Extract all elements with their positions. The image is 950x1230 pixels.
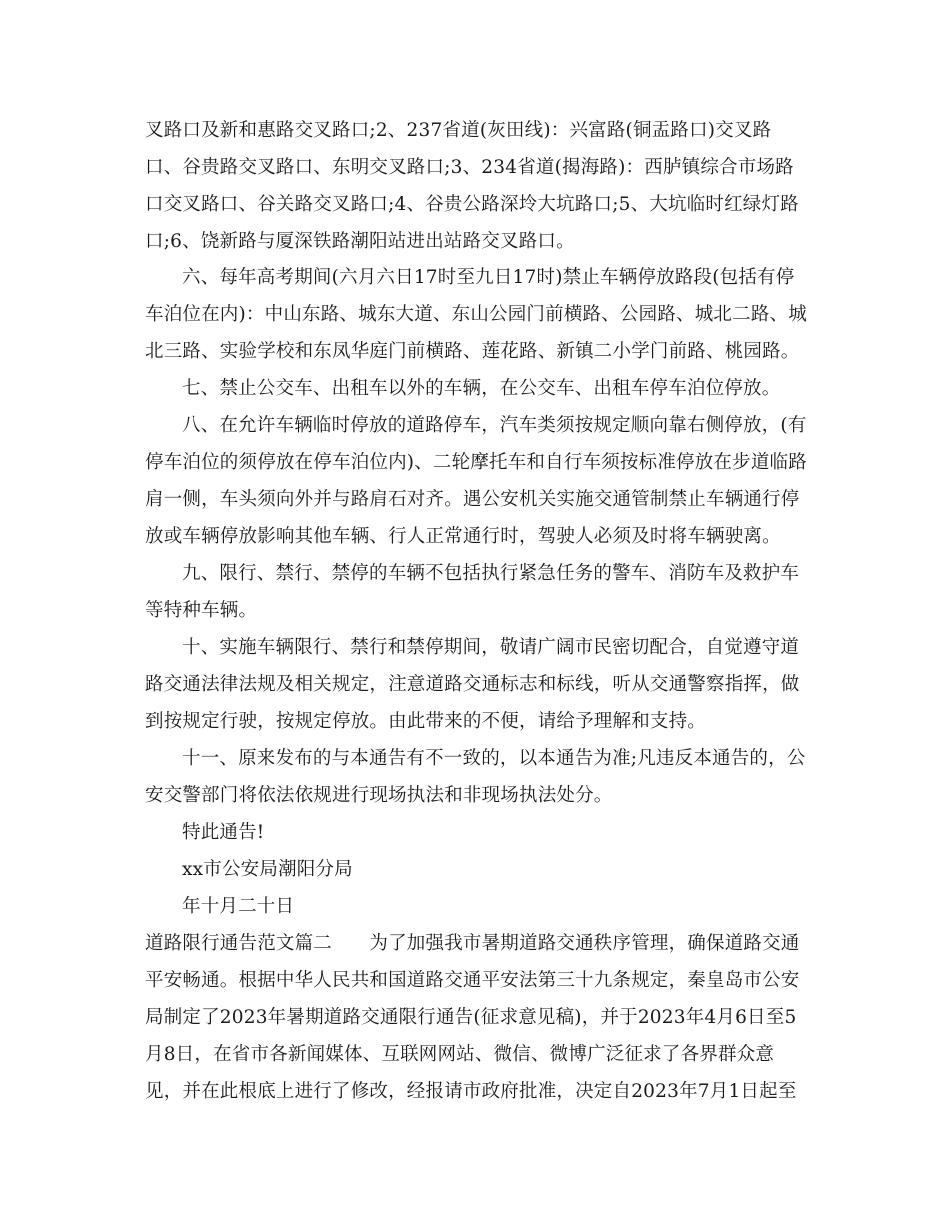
closing-notice: 特此通告! bbox=[182, 822, 265, 843]
text-line: 口、谷贵路交叉路口、东明交叉路口;3、234省道(揭海路)：西胪镇综合市场路 bbox=[145, 157, 794, 178]
issuing-authority: xx市公安局潮阳分局 bbox=[182, 859, 353, 880]
paragraph-eight-start: 八、在允许车辆临时停放的道路停车，汽车类须按规定顺向靠右侧停放，(有 bbox=[182, 415, 807, 436]
text-line: 到按规定行驶，按规定停放。由此带来的不便，请给予理解和支持。 bbox=[145, 711, 707, 732]
text-line: 见，并在此根底上进行了修改，经报请市政府批准，决定自2023年7月1日起至 bbox=[145, 1081, 797, 1102]
text-line: 肩一侧，车头须向外并与路肩石对齐。遇公安机关实施交通管制禁止车辆通行停 bbox=[145, 489, 800, 510]
text-line: 安交警部门将依法依规进行现场执法和非现场执法处分。 bbox=[145, 785, 613, 806]
paragraph-ten-start: 十、实施车辆限行、禁行和禁停期间，敬请广阔市民密切配合，自觉遵守道 bbox=[182, 637, 800, 658]
text-line: 停车泊位的须停放在停车泊位内)、二轮摩托车和自行车须按标准停放在步道临路 bbox=[145, 452, 807, 473]
text-line: 平安畅通。根据中华人民共和国道路交通平安法第三十九条规定，秦皇岛市公安 bbox=[145, 970, 800, 991]
section-two-start: 道路限行通告范文篇二 为了加强我市暑期道路交通秩序管理，确保道路交通 bbox=[145, 933, 800, 954]
paragraph-eleven-start: 十一、原来发布的与本通告有不一致的，以本通告为准;凡违反本通告的，公 bbox=[182, 748, 806, 769]
text-line: 口;6、饶新路与厦深铁路潮阳站进出站路交叉路口。 bbox=[145, 231, 575, 252]
text-line: 局制定了2023年暑期道路交通限行通告(征求意见稿)，并于2023年4月6日至5 bbox=[145, 1007, 797, 1028]
text-line: 北三路、实验学校和东凤华庭门前横路、莲花路、新镇二小学门前路、桃园路。 bbox=[145, 341, 800, 362]
text-line: 车泊位在内)：中山东路、城东大道、东山公园门前横路、公园路、城北二路、城 bbox=[145, 304, 807, 325]
text-line: 等特种车辆。 bbox=[145, 600, 258, 621]
text-line: 路交通法律法规及相关规定，注意道路交通标志和标线，听从交通警察指挥，做 bbox=[145, 674, 800, 695]
text-line: 月8日，在省市各新闻媒体、互联网网站、微信、微博广泛征求了各界群众意 bbox=[145, 1044, 775, 1065]
text-line: 叉路口及新和惠路交叉路口;2、237省道(灰田线)：兴富路(铜盂路口)交叉路 bbox=[145, 120, 772, 141]
paragraph-seven: 七、禁止公交车、出租车以外的车辆，在公交车、出租车停车泊位停放。 bbox=[182, 378, 781, 399]
text-line: 口交叉路口、谷关路交叉路口;4、谷贵公路深坽大坑路口;5、大坑临时红绿灯路 bbox=[145, 194, 799, 215]
paragraph-six-start: 六、每年高考期间(六月六日17时至九日17时)禁止车辆停放路段(包括有停 bbox=[182, 267, 795, 288]
paragraph-nine-start: 九、限行、禁行、禁停的车辆不包括执行紧急任务的警车、消防车及救护车 bbox=[182, 563, 800, 584]
text-line: 放或车辆停放影响其他车辆、行人正常通行时，驾驶人必须及时将车辆驶离。 bbox=[145, 526, 781, 547]
issue-date: 年十月二十日 bbox=[182, 896, 295, 917]
